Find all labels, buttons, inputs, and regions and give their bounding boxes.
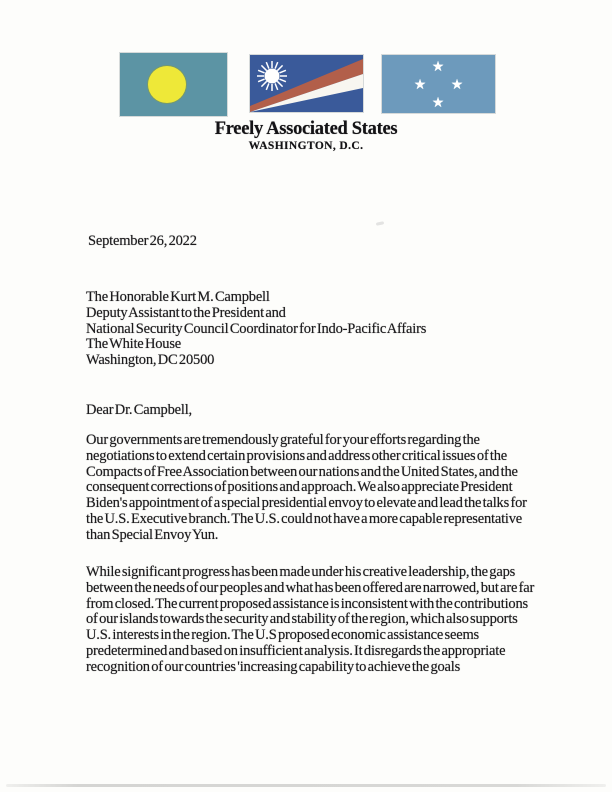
palau-sun-disc-icon <box>148 66 186 103</box>
recipient-line: The White House <box>86 336 182 353</box>
recipient-address-block <box>86 290 426 369</box>
star-icon: ★ <box>431 95 445 111</box>
star-icon: ★ <box>450 77 464 93</box>
micronesia-flag-icon <box>382 55 495 113</box>
letterhead-location: WASHINGTON, D.C. <box>248 140 364 152</box>
scan-artifact-bottom-edge <box>6 784 606 787</box>
marshall-islands-flag-graphic <box>250 55 363 112</box>
salutation: Dear Dr. Campbell, <box>86 402 192 418</box>
palau-flag-icon <box>120 53 227 116</box>
marshall-islands-flag-icon <box>250 55 363 112</box>
star-icon: ★ <box>413 77 427 93</box>
letterhead-org-name: Freely Associated States <box>214 119 398 139</box>
marshall-sun-disc-icon <box>265 69 280 84</box>
letter-date: September 26, 2022 <box>88 233 197 249</box>
recipient-line: The Honorable Kurt M. Campbell <box>86 289 270 305</box>
recipient-line: National Security Council Coordinator for Indo-Pacific Affairs <box>86 320 427 337</box>
recipient-line: Washington, DC 20500 <box>86 352 215 369</box>
body-paragraph-2: While significant progress has been made under his creative leadership, the gaps between the needs of our peoples and what has been offered are narrowed, but are far from closed. The current proposed assistance is inconsistent with the contributions of our islands towards the security and stability of the region, which also supports U.S. interests in the region. The U.S proposed economic assistance seems predetermined and based on insufficient analysis. It disregards the appropriate recognition of our countries 'increasing capability to achieve the goals <box>86 564 535 675</box>
star-icon: ★ <box>431 59 445 75</box>
recipient-line: Deputy Assistant to the President and <box>86 304 286 321</box>
scan-speck-artifact <box>376 221 384 226</box>
body-paragraph-1: Our governments are tremendously grateful for your efforts regarding the negotiations to extend certain provisions and address other critical issues of the Compacts of Free Association between our nations and the United States, and the consequent corrections of positions and approach. We also appreciate President Biden's appointment of a special presidential envoy to elevate and lead the talks for the U.S. Executive branch. The U.S. could not have a more capable representative than Special Envoy Yun. <box>86 432 527 543</box>
